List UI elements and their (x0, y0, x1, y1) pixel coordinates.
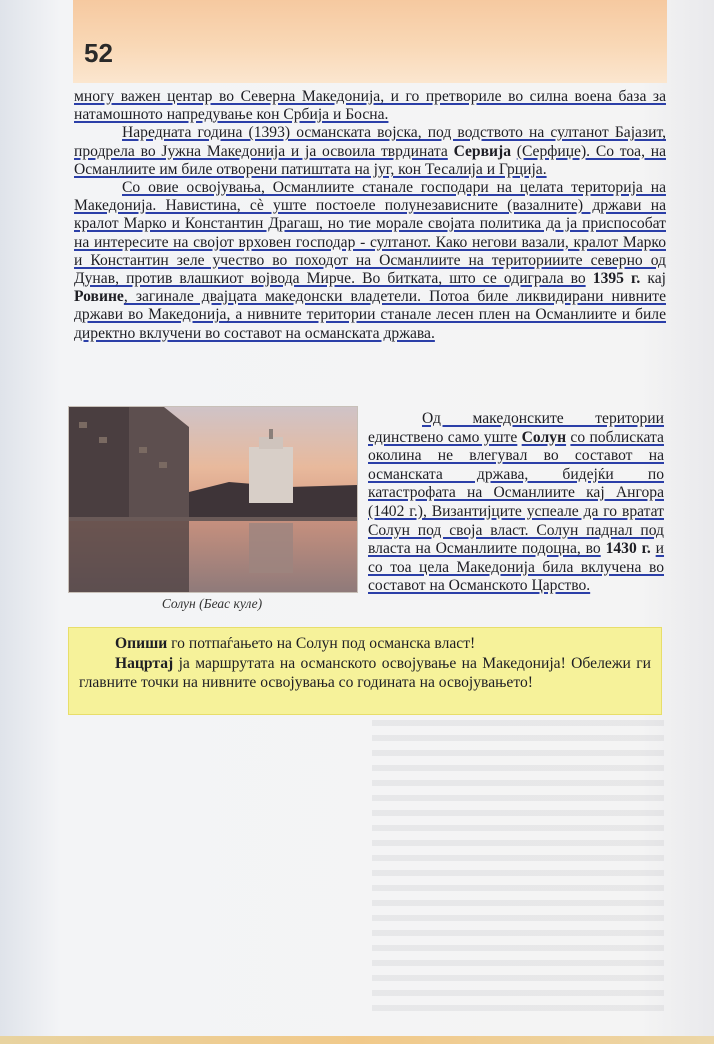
photo-caption: Солун (Беас куле) (161, 596, 263, 611)
task-1 (79, 634, 651, 654)
main-text (74, 88, 666, 343)
side-text-middle: со поблиската околина не влегувал во составот на османската држава, бидејќи по катастрофата на Османлиите кај Ангора (1402 г.), Византијците успеале да го вратат Солун под своја власт. Солун паднал под власта на Османлиите подоцна, во (368, 428, 664, 558)
paragraph-2 (74, 124, 666, 179)
page-number: 52 (84, 38, 113, 68)
kaj-text: кај (647, 270, 666, 288)
solun-bold: Солун (521, 428, 567, 446)
paragraph-3-end: , загинале двајцата македонски владетели. Потоа биле ликвидирани нивните држави во Македонија, а нивните територии станале лесен плен на Османлиите и биле директно вклучени во составот на османската држава. (74, 288, 666, 342)
white-tower-photo (68, 406, 358, 593)
paragraph-3 (74, 179, 666, 343)
bottom-band (0, 1036, 714, 1044)
task-2 (79, 654, 651, 693)
rovine-bold: Ровине (74, 288, 124, 306)
bleed-through-text (372, 720, 664, 1020)
side-paragraph (368, 410, 664, 596)
paragraph-1-text: многу важен центар во Северна Македонија, и го претвориле во силна воена база за натамошното напредување кон Србија и Босна. (74, 88, 666, 124)
task-box (68, 627, 662, 715)
task-1-text: го потпаѓањето на Солун под османска власт! (167, 635, 476, 652)
task-1-verb: Опиши (115, 635, 168, 652)
year-1430-bold: 1430 г. (605, 540, 651, 558)
paragraph-1 (74, 88, 666, 124)
side-text-end: и со тоа цела Македонија била вклучена во составот на Османското Царство. (368, 540, 665, 595)
paragraph-3-text: Со овие освојувања, Османлиите станале господари на целата територија на Македонија. Навистина, сè уште постоеле полунезависните (вазалните) држави на кралот Марко и Константин Драгаш, но тие морале својата политика да ја приспособат на интересите на својот врховен господар - султанот. Како негови вазали, кралот Марко и Константин зеле учество во походот на Османлиите на територииите северно од Дунав, против влашкиот војвода Мирче. Во битката, што се одиграла во (74, 179, 666, 288)
task-2-verb: Нацртај (115, 654, 174, 672)
header-band (73, 0, 667, 83)
paragraph-2-text: Наредната година (1393) османската војска, под водството на султанот Бајазит, продрела во Јужна Македонија и ја освоила тврдината (74, 124, 666, 160)
servija-bold: Сервија (453, 142, 512, 160)
task-2-text: ја маршрутата на османското освојување на Македонија! Обележи ги главните точки на нивните освојувања со годината на освојувањето! (79, 654, 651, 692)
paragraph-2-end: (Серфиџе). Со тоа, на Османлиите им биле отворени патиштата на југ, кон Тесалија и Грција. (74, 142, 666, 178)
side-text-start: Од македонските територии единствено само уште (368, 410, 664, 446)
year-1395-bold: 1395 г. (592, 270, 641, 288)
side-text (368, 410, 664, 596)
